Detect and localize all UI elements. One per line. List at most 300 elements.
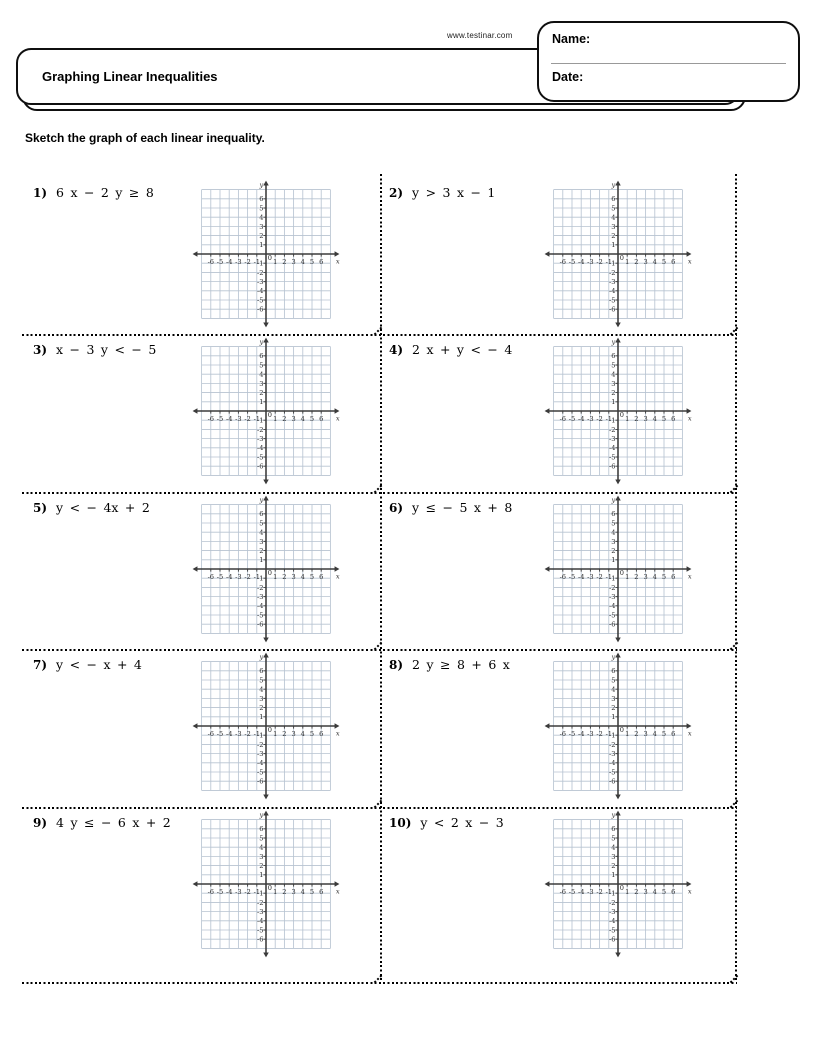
svg-text:6 <box>611 352 615 360</box>
svg-text:-6 <box>560 730 566 738</box>
problem-expression: y ≤ − 5 x + 8 <box>412 500 513 515</box>
svg-text:2 <box>259 389 263 397</box>
problem-expression: y > 3 x − 1 <box>412 185 496 200</box>
svg-text:5 <box>310 258 314 266</box>
row-divider <box>22 982 737 984</box>
svg-text:x <box>688 415 692 423</box>
svg-text:0 <box>268 411 272 419</box>
svg-text:-6 <box>208 730 214 738</box>
svg-text:4 <box>301 573 305 581</box>
svg-text:4 <box>301 888 305 896</box>
svg-text:y <box>611 653 616 661</box>
problem-cell <box>380 334 735 491</box>
svg-text:-6 <box>208 573 214 581</box>
coordinate-grid <box>542 494 694 644</box>
svg-text:0 <box>268 726 272 734</box>
svg-text:y <box>259 653 264 661</box>
svg-text:-6 <box>257 621 263 629</box>
svg-text:1 <box>273 573 277 581</box>
svg-text:-4 <box>226 573 232 581</box>
svg-text:1 <box>625 730 629 738</box>
svg-text:6 <box>671 573 675 581</box>
coordinate-grid <box>190 651 342 801</box>
svg-text:-2 <box>609 426 615 434</box>
svg-text:3 <box>611 695 615 703</box>
svg-text:5 <box>259 204 263 212</box>
svg-text:-3 <box>609 908 615 916</box>
svg-text:-6 <box>609 778 615 786</box>
svg-text:-1 <box>257 260 263 268</box>
name-date-box <box>537 21 800 102</box>
svg-text:-3 <box>257 908 263 916</box>
svg-text:-2 <box>257 899 263 907</box>
svg-text:5 <box>259 361 263 369</box>
svg-text:2 <box>259 547 263 555</box>
svg-text:-5 <box>609 926 615 934</box>
svg-text:-4 <box>226 415 232 423</box>
svg-text:3 <box>643 573 647 581</box>
svg-text:-3 <box>587 888 593 896</box>
svg-text:4 <box>301 415 305 423</box>
svg-text:-5 <box>569 573 575 581</box>
svg-text:2 <box>259 862 263 870</box>
problem-cell <box>0 649 380 806</box>
svg-text:2 <box>259 232 263 240</box>
svg-text:1 <box>625 258 629 266</box>
svg-text:1 <box>625 573 629 581</box>
coordinate-grid <box>190 809 342 959</box>
svg-text:-5 <box>569 888 575 896</box>
svg-text:6 <box>319 573 323 581</box>
svg-text:6 <box>319 415 323 423</box>
problem-number: 4) <box>389 343 404 357</box>
svg-text:5 <box>259 676 263 684</box>
svg-text:-2 <box>596 888 602 896</box>
svg-text:y <box>611 338 616 346</box>
problem-expression: y < 2 x − 3 <box>420 815 504 830</box>
svg-text:4 <box>653 415 657 423</box>
svg-text:x <box>688 730 692 738</box>
svg-text:1 <box>273 888 277 896</box>
problem-cell <box>0 492 380 649</box>
svg-text:5 <box>611 204 615 212</box>
svg-text:5 <box>310 730 314 738</box>
svg-text:-1 <box>257 890 263 898</box>
svg-text:2 <box>259 704 263 712</box>
svg-text:y <box>611 496 616 504</box>
svg-text:x <box>336 888 340 896</box>
coordinate-grid <box>190 179 342 329</box>
svg-text:6 <box>259 352 263 360</box>
svg-text:1 <box>273 415 277 423</box>
svg-text:2 <box>611 389 615 397</box>
svg-text:3 <box>643 730 647 738</box>
svg-text:2 <box>282 258 286 266</box>
svg-text:3 <box>643 258 647 266</box>
coordinate-grid <box>542 809 694 959</box>
svg-text:2 <box>611 547 615 555</box>
svg-text:1 <box>259 713 263 721</box>
problem-number: 10) <box>389 816 412 830</box>
problem-number: 2) <box>389 186 404 200</box>
svg-text:-2 <box>257 741 263 749</box>
svg-text:1 <box>611 398 615 406</box>
svg-text:-4 <box>609 287 615 295</box>
svg-text:6 <box>671 258 675 266</box>
svg-text:4 <box>653 730 657 738</box>
svg-text:-4 <box>257 917 263 925</box>
svg-text:3 <box>291 415 295 423</box>
svg-text:-2 <box>596 415 602 423</box>
svg-text:-3 <box>609 435 615 443</box>
svg-text:6 <box>319 258 323 266</box>
coordinate-grid <box>542 651 694 801</box>
svg-text:0 <box>268 569 272 577</box>
svg-text:6 <box>671 888 675 896</box>
coordinate-grid <box>542 179 694 329</box>
svg-text:0 <box>620 569 624 577</box>
svg-text:-2 <box>609 584 615 592</box>
svg-text:-4 <box>226 258 232 266</box>
svg-text:0 <box>268 884 272 892</box>
problem-cell <box>380 807 735 982</box>
svg-text:6 <box>259 825 263 833</box>
svg-text:-5 <box>609 296 615 304</box>
name-label: Name: <box>552 32 591 46</box>
svg-text:x <box>688 573 692 581</box>
problem-number: 8) <box>389 658 404 672</box>
svg-text:-2 <box>257 426 263 434</box>
svg-text:-3 <box>235 573 241 581</box>
svg-text:-3 <box>235 415 241 423</box>
svg-text:4 <box>653 258 657 266</box>
svg-text:-2 <box>244 573 250 581</box>
svg-text:5 <box>662 258 666 266</box>
svg-text:-3 <box>235 888 241 896</box>
svg-text:-6 <box>257 778 263 786</box>
date-label: Date: <box>552 70 584 84</box>
svg-text:1 <box>611 713 615 721</box>
svg-text:3 <box>259 538 263 546</box>
svg-text:-4 <box>257 602 263 610</box>
problem-number: 3) <box>33 343 48 357</box>
problem-expression: y < − 4x + 2 <box>56 500 150 515</box>
svg-text:3 <box>291 888 295 896</box>
svg-text:-6 <box>609 463 615 471</box>
svg-text:1 <box>611 556 615 564</box>
svg-text:6 <box>319 888 323 896</box>
svg-text:-1 <box>609 260 615 268</box>
svg-text:6 <box>259 510 263 518</box>
svg-text:-3 <box>609 750 615 758</box>
svg-text:1 <box>611 871 615 879</box>
svg-text:-4 <box>578 888 584 896</box>
svg-text:-4 <box>578 730 584 738</box>
svg-text:6 <box>611 510 615 518</box>
svg-text:-5 <box>217 888 223 896</box>
svg-text:6 <box>611 825 615 833</box>
problem-expression: 2 x + y < − 4 <box>412 342 513 357</box>
svg-text:-4 <box>609 759 615 767</box>
svg-text:x <box>336 258 340 266</box>
svg-text:-5 <box>609 611 615 619</box>
svg-text:-5 <box>217 573 223 581</box>
svg-text:y <box>611 811 616 819</box>
svg-text:5 <box>310 415 314 423</box>
svg-text:-2 <box>596 258 602 266</box>
svg-text:4 <box>653 573 657 581</box>
svg-text:3 <box>643 415 647 423</box>
svg-text:-3 <box>257 593 263 601</box>
svg-text:4 <box>259 686 263 694</box>
svg-text:3 <box>291 258 295 266</box>
svg-text:-6 <box>560 888 566 896</box>
svg-text:5 <box>611 834 615 842</box>
svg-text:-6 <box>609 621 615 629</box>
problem-expression: 6 x − 2 y ≥ 8 <box>56 185 154 200</box>
svg-text:3 <box>611 538 615 546</box>
svg-text:-2 <box>596 730 602 738</box>
svg-text:5 <box>662 730 666 738</box>
svg-text:y <box>259 338 264 346</box>
svg-text:4 <box>301 730 305 738</box>
svg-text:-3 <box>609 593 615 601</box>
svg-text:-4 <box>609 917 615 925</box>
svg-text:x <box>336 730 340 738</box>
svg-text:-3 <box>587 258 593 266</box>
problem-expression: 4 y ≤ − 6 x + 2 <box>56 815 171 830</box>
svg-text:-5 <box>257 768 263 776</box>
svg-text:-3 <box>257 278 263 286</box>
svg-text:3 <box>611 853 615 861</box>
svg-text:-2 <box>596 573 602 581</box>
right-border-divider <box>735 174 737 982</box>
svg-text:1 <box>625 415 629 423</box>
svg-text:-2 <box>257 584 263 592</box>
svg-text:-5 <box>217 730 223 738</box>
svg-text:y <box>611 181 616 189</box>
svg-text:1 <box>273 730 277 738</box>
svg-text:-4 <box>609 444 615 452</box>
svg-text:-4 <box>257 287 263 295</box>
svg-text:2 <box>634 573 638 581</box>
svg-text:3 <box>259 853 263 861</box>
svg-text:-6 <box>560 573 566 581</box>
svg-text:1 <box>259 241 263 249</box>
coordinate-grid <box>542 336 694 486</box>
coordinate-grid <box>190 336 342 486</box>
svg-text:-4 <box>226 888 232 896</box>
svg-text:4 <box>611 686 615 694</box>
svg-text:-1 <box>609 575 615 583</box>
svg-text:2 <box>634 415 638 423</box>
svg-text:2 <box>611 862 615 870</box>
svg-text:2 <box>282 573 286 581</box>
svg-text:6 <box>671 415 675 423</box>
svg-text:-2 <box>609 269 615 277</box>
svg-text:-2 <box>609 741 615 749</box>
svg-text:5 <box>611 361 615 369</box>
svg-text:4 <box>611 529 615 537</box>
svg-text:6 <box>319 730 323 738</box>
problem-cell <box>380 649 735 806</box>
problem-number: 6) <box>389 501 404 515</box>
svg-text:-5 <box>569 258 575 266</box>
svg-text:-6 <box>257 306 263 314</box>
svg-text:0 <box>620 411 624 419</box>
svg-text:4 <box>301 258 305 266</box>
svg-text:0 <box>620 884 624 892</box>
svg-text:x <box>336 415 340 423</box>
svg-text:-6 <box>609 306 615 314</box>
svg-text:4 <box>611 844 615 852</box>
svg-text:-2 <box>244 888 250 896</box>
svg-text:3 <box>259 695 263 703</box>
svg-text:2 <box>634 258 638 266</box>
problem-expression: y < − x + 4 <box>56 657 142 672</box>
svg-text:3 <box>611 380 615 388</box>
svg-text:4 <box>259 529 263 537</box>
svg-text:-2 <box>609 899 615 907</box>
name-input-line <box>551 63 786 64</box>
svg-text:-5 <box>609 453 615 461</box>
svg-text:6 <box>611 667 615 675</box>
svg-text:3 <box>291 573 295 581</box>
problem-number: 1) <box>33 186 48 200</box>
instruction-text: Sketch the graph of each linear inequality. <box>25 131 265 145</box>
svg-text:-1 <box>609 890 615 898</box>
svg-text:6 <box>259 195 263 203</box>
svg-text:-6 <box>560 415 566 423</box>
svg-text:-1 <box>257 575 263 583</box>
svg-text:-2 <box>244 730 250 738</box>
svg-text:5 <box>259 834 263 842</box>
svg-text:1 <box>273 258 277 266</box>
svg-text:4 <box>611 214 615 222</box>
svg-text:6 <box>671 730 675 738</box>
svg-text:3 <box>259 223 263 231</box>
svg-text:-6 <box>208 415 214 423</box>
svg-text:3 <box>291 730 295 738</box>
problem-cell <box>0 177 380 334</box>
problem-cell <box>380 177 735 334</box>
svg-text:5 <box>611 676 615 684</box>
svg-text:-6 <box>257 936 263 944</box>
svg-text:-4 <box>257 759 263 767</box>
svg-text:1 <box>625 888 629 896</box>
svg-text:-5 <box>569 415 575 423</box>
coordinate-grid <box>190 494 342 644</box>
svg-text:5 <box>310 573 314 581</box>
svg-text:-6 <box>560 258 566 266</box>
svg-text:0 <box>620 254 624 262</box>
svg-text:2 <box>611 704 615 712</box>
svg-text:3 <box>611 223 615 231</box>
svg-text:-5 <box>257 296 263 304</box>
svg-text:5 <box>259 519 263 527</box>
svg-text:4 <box>259 214 263 222</box>
svg-text:4 <box>259 844 263 852</box>
svg-text:1 <box>259 398 263 406</box>
svg-text:-4 <box>226 730 232 738</box>
svg-text:-3 <box>257 435 263 443</box>
problem-number: 9) <box>33 816 48 830</box>
svg-text:2 <box>634 730 638 738</box>
svg-text:-2 <box>244 258 250 266</box>
svg-text:5 <box>662 573 666 581</box>
svg-text:6 <box>259 667 263 675</box>
svg-text:x <box>336 573 340 581</box>
svg-text:y <box>259 811 264 819</box>
svg-text:3 <box>259 380 263 388</box>
svg-text:2 <box>282 730 286 738</box>
svg-text:2 <box>634 888 638 896</box>
svg-text:-3 <box>587 415 593 423</box>
svg-text:-3 <box>587 573 593 581</box>
svg-text:-6 <box>208 258 214 266</box>
problem-expression: 2 y ≥ 8 + 6 x <box>412 657 510 672</box>
svg-text:5 <box>611 519 615 527</box>
svg-text:6 <box>611 195 615 203</box>
problem-cell <box>0 807 380 982</box>
svg-text:-2 <box>244 415 250 423</box>
svg-text:-5 <box>257 453 263 461</box>
svg-text:1 <box>611 241 615 249</box>
svg-text:-6 <box>208 888 214 896</box>
svg-text:-5 <box>257 611 263 619</box>
problem-number: 7) <box>33 658 48 672</box>
svg-text:2 <box>282 888 286 896</box>
svg-text:-5 <box>257 926 263 934</box>
svg-text:-4 <box>578 573 584 581</box>
svg-text:-5 <box>609 768 615 776</box>
svg-text:-6 <box>257 463 263 471</box>
problem-cell <box>0 334 380 491</box>
problem-number: 5) <box>33 501 48 515</box>
svg-text:-3 <box>257 750 263 758</box>
svg-text:2 <box>611 232 615 240</box>
svg-text:y <box>259 496 264 504</box>
svg-text:3 <box>643 888 647 896</box>
svg-text:-1 <box>257 417 263 425</box>
svg-text:4 <box>653 888 657 896</box>
svg-text:y <box>259 181 264 189</box>
svg-text:-1 <box>609 417 615 425</box>
svg-text:-5 <box>217 258 223 266</box>
svg-text:-5 <box>217 415 223 423</box>
svg-text:4 <box>259 371 263 379</box>
svg-text:4 <box>611 371 615 379</box>
svg-text:0 <box>268 254 272 262</box>
svg-text:5 <box>662 888 666 896</box>
svg-text:-4 <box>609 602 615 610</box>
svg-text:-6 <box>609 936 615 944</box>
svg-text:-4 <box>257 444 263 452</box>
svg-text:-5 <box>569 730 575 738</box>
svg-text:-4 <box>578 258 584 266</box>
svg-text:2 <box>282 415 286 423</box>
svg-text:1 <box>259 871 263 879</box>
svg-text:-3 <box>235 730 241 738</box>
website-url: www.testinar.com <box>447 31 513 40</box>
svg-text:-4 <box>578 415 584 423</box>
svg-text:-1 <box>257 732 263 740</box>
problem-cell <box>380 492 735 649</box>
svg-text:-3 <box>235 258 241 266</box>
svg-text:-2 <box>257 269 263 277</box>
svg-text:-1 <box>609 732 615 740</box>
svg-text:x <box>688 258 692 266</box>
